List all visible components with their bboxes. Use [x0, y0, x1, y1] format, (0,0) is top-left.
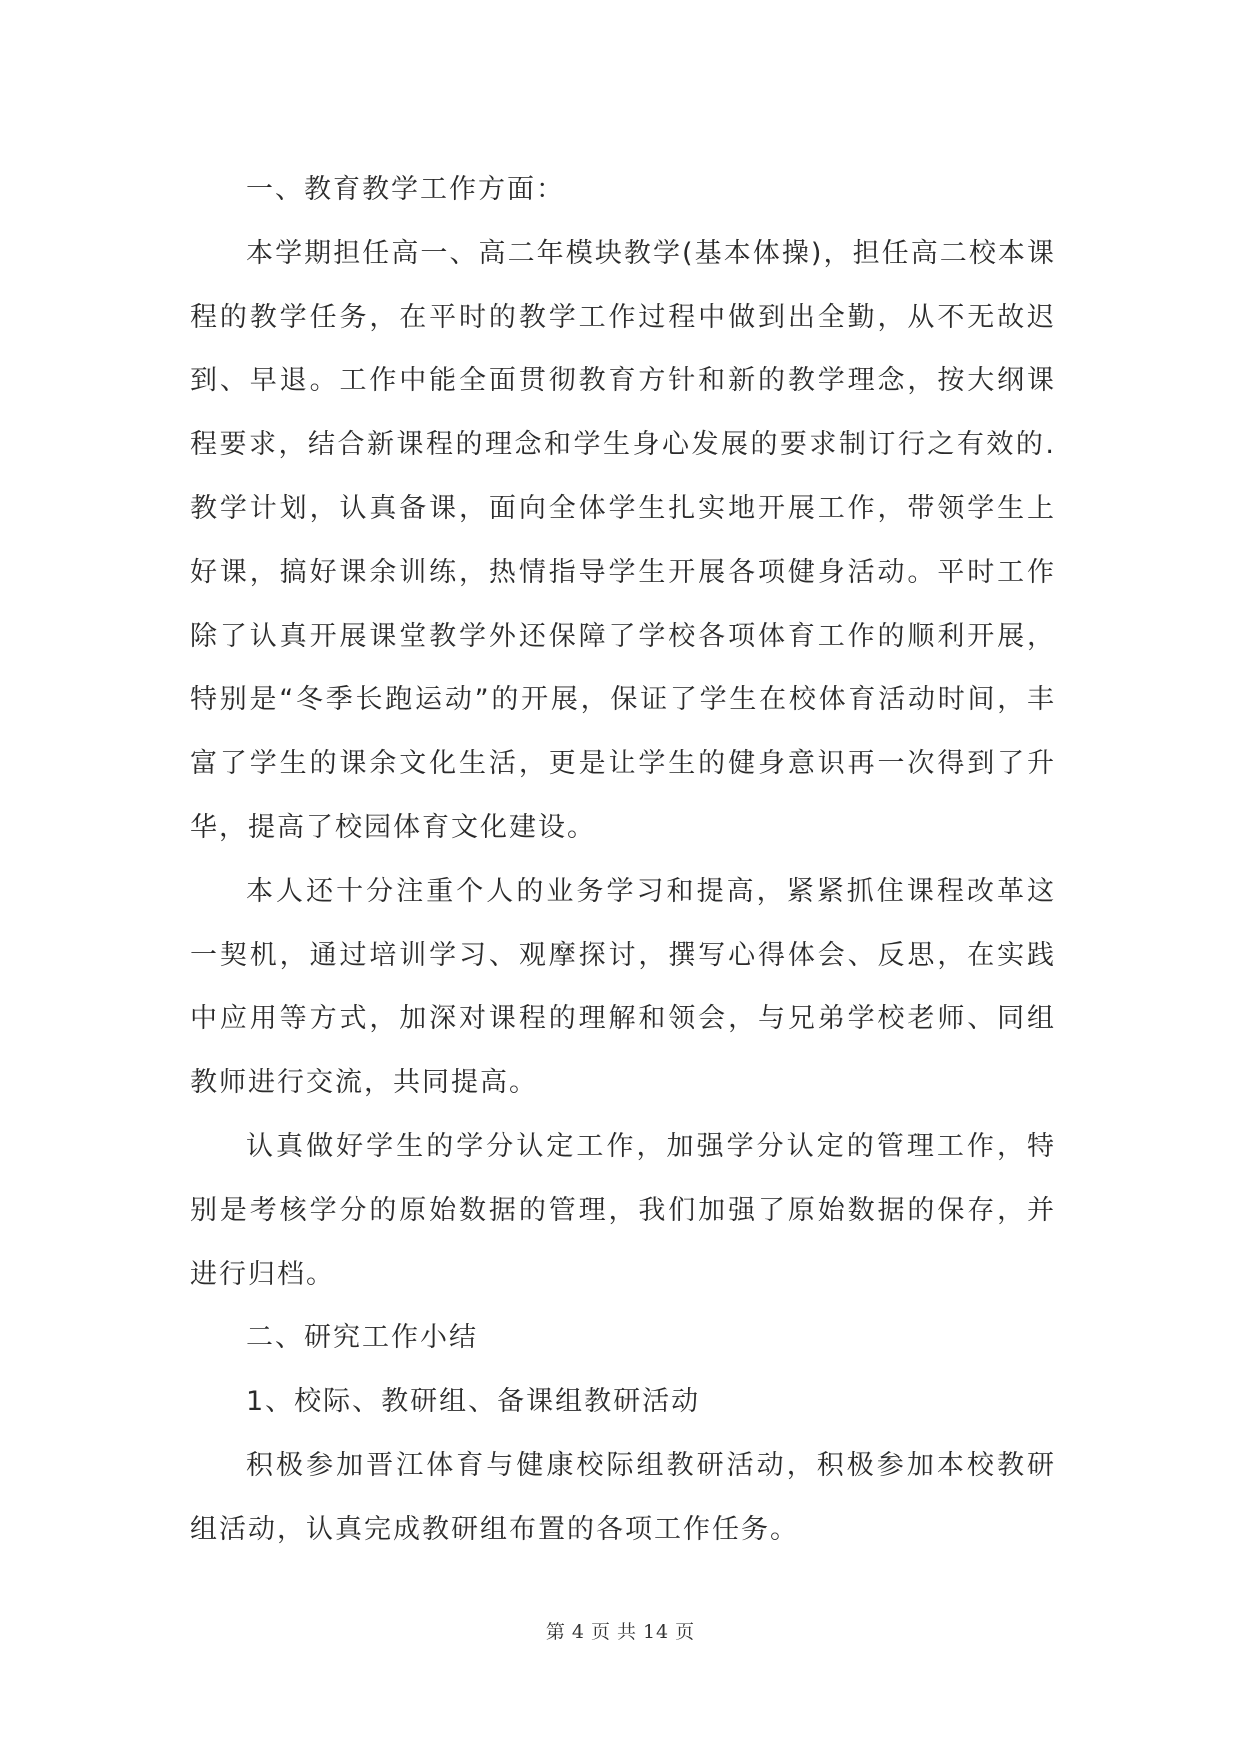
total-page-count: 14 — [642, 1621, 670, 1643]
footer-prefix: 第 — [545, 1621, 566, 1643]
page-number-footer — [0, 1617, 1241, 1644]
paragraph-teaching-duties: 本学期担任高一、高二年模块教学(基本体操)，担任高二校本课程的教学任务，在平时的教学工作过程中做到出全勤，从不无故迟到、早退。工作中能全面贯彻教育方针和新的教学理念，按大纲课程要求，结合新课程的理念和学生身心发展的要求制订行之有效的.教学计划，认真备课，面向全体学生扎实地开展工作，带领学生上好课，搞好课余训练，热情指导学生开展各项健身活动。平时工作除了认真开展课堂教学外还保障了学校各项体育工作的顺利开展，特别是“冬季长跑运动”的开展，保证了学生在校体育活动时间，丰富了学生的课余文化生活，更是让学生的健身意识再一次得到了升华，提高了校园体育文化建设。 — [190, 237, 1056, 843]
subsection-heading-research-activities: 1、校际、教研组、备课组教研活动 — [246, 1386, 701, 1418]
paragraph-credit-recognition: 认真做好学生的学分认定工作，加强学分认定的管理工作，特别是考核学分的原始数据的管理，我们加强了原始数据的保存，并进行归档。 — [190, 1130, 1056, 1290]
footer-total-prefix: 共 — [616, 1621, 637, 1643]
section-heading-research: 二、研究工作小结 — [246, 1322, 478, 1354]
paragraph-research-participation: 积极参加晋江体育与健康校际组教研活动，积极参加本校教研组活动，认真完成教研组布置的各项工作任务。 — [190, 1449, 1056, 1545]
footer-page-word: 页 — [590, 1621, 611, 1643]
document-body — [190, 158, 1056, 1562]
paragraph-professional-study: 本人还十分注重个人的业务学习和提高，紧紧抓住课程改革这一契机，通过培训学习、观摩探讨，撰写心得体会、反思，在实践中应用等方式，加深对课程的理解和领会，与兄弟学校老师、同组教师进行交流，共同提高。 — [190, 875, 1056, 1099]
footer-suffix: 页 — [675, 1621, 696, 1643]
section-heading-education: 一、教育教学工作方面： — [246, 174, 565, 205]
current-page-number: 4 — [571, 1621, 585, 1643]
